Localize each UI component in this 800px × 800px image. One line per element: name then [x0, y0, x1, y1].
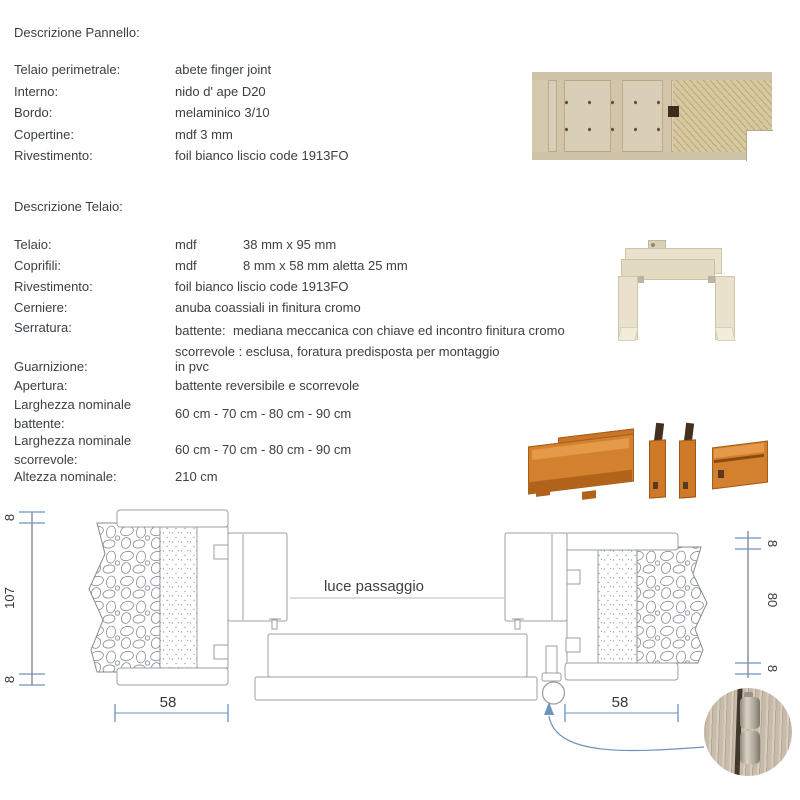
spec-row-larghezza-battente: [14, 395, 351, 433]
luce-passaggio-label: luce passaggio: [323, 578, 425, 595]
svg-text:8: 8: [765, 539, 780, 548]
spec-label: Bordo:: [14, 105, 53, 120]
panel-rabbet-notch: [746, 130, 773, 161]
panel-cross-section-photo: [532, 72, 772, 160]
spec-value: melaminico 3/10: [175, 105, 270, 120]
spec-label: Rivestimento:: [14, 148, 93, 163]
frame-leg-foot: [618, 327, 639, 341]
spec-value: 60 cm - 70 cm - 80 cm - 90 cm: [175, 442, 352, 457]
profile-hole: [653, 482, 658, 489]
svg-text:8: 8: [2, 513, 17, 522]
spec-label: Rivestimento:: [14, 279, 93, 294]
spec-row-telaio-perimetrale: [14, 62, 271, 78]
spec-row-altezza: [14, 469, 218, 485]
serratura-battente-value: mediana meccanica con chiave ed incontro finitura cromo: [233, 323, 565, 338]
spec-value: in pvc: [175, 359, 209, 374]
svg-text:8: 8: [765, 664, 780, 673]
panel-staple-dots: [548, 80, 673, 152]
spec-value: battente reversibile e scorrevole: [175, 378, 360, 393]
spec-value: anuba coassiali in finitura cromo: [175, 300, 361, 315]
profile-block-hole: [718, 470, 724, 478]
spec-row-guarnizione: [14, 359, 209, 375]
right-height-dimension: [735, 531, 780, 678]
spec-size: 8 mm x 58 mm aletta 25 mm: [243, 258, 408, 273]
spec-row-larghezza-scorrevole: [14, 431, 351, 469]
hinge-detail-photo: [704, 688, 792, 776]
spec-row-telaio: [14, 237, 336, 253]
spec-label: Coprifili:: [14, 258, 61, 273]
spec-row-cerniere: [14, 300, 361, 316]
door-leaf-section: [255, 634, 537, 700]
frame-screw: [651, 243, 655, 247]
left-wall-section: [89, 523, 197, 672]
right-width-dimension: [565, 694, 678, 722]
svg-text:107: 107: [2, 587, 17, 609]
spec-label-line2: scorrevole:: [14, 452, 78, 467]
panel-section-title: Descrizione Pannello:: [14, 25, 140, 40]
spec-material: mdf: [175, 237, 197, 252]
spec-row-interno: [14, 84, 266, 100]
spec-row-bordo: [14, 105, 270, 121]
right-wall-section: [598, 547, 707, 663]
spec-row-apertura: [14, 378, 359, 394]
hinge-barrel-bottom: [740, 731, 760, 764]
spec-row-serratura: [14, 320, 565, 362]
spec-size: 38 mm x 95 mm: [243, 237, 337, 252]
spec-row-rivestimento-pannello: [14, 148, 348, 164]
spec-label: Cerniere:: [14, 300, 68, 315]
svg-text:80: 80: [765, 592, 780, 608]
spec-label: Apertura:: [14, 378, 68, 393]
spec-value: mdf 3 mm: [175, 127, 233, 142]
frame-render-image: [612, 232, 737, 342]
spec-label-line1: Larghezza nominale: [14, 433, 132, 448]
spec-value: abete finger joint: [175, 62, 272, 77]
serratura-battente-label: battente:: [175, 323, 226, 338]
profile-hole: [683, 482, 688, 489]
left-height-dimension: [2, 512, 45, 685]
technical-drawing: [0, 490, 800, 800]
svg-text:8: 8: [2, 675, 17, 684]
frame-leg-foot: [715, 327, 736, 341]
hinge-barrel-top: [740, 697, 760, 730]
spec-value: 210 cm: [175, 469, 218, 484]
spec-label: Guarnizione:: [14, 359, 88, 374]
spec-row-coprifili: [14, 258, 408, 274]
panel-bottom-skin: [532, 151, 772, 160]
spec-label: Telaio perimetrale:: [14, 62, 121, 77]
spec-value: foil bianco liscio code 1913FO: [175, 148, 349, 163]
frame-hinge-mark: [637, 276, 644, 283]
panel-lock-hole: [668, 106, 679, 117]
spec-label: Serratura:: [14, 320, 72, 335]
spec-label-line2: battente:: [14, 416, 65, 431]
svg-text:58: 58: [611, 694, 629, 711]
frame-hinge-mark: [708, 276, 715, 283]
svg-text:58: 58: [159, 694, 177, 711]
serratura-scorrevole-value: scorrevole : esclusa, foratura predisposta per montaggio: [175, 344, 500, 359]
frame-section-title: Descrizione Telaio:: [14, 199, 123, 214]
left-width-dimension: [115, 694, 228, 722]
hinge-symbol: [542, 646, 565, 704]
spec-label-line1: Larghezza nominale: [14, 397, 132, 412]
spec-label: Telaio:: [14, 237, 52, 252]
spec-label: Copertine:: [14, 127, 74, 142]
spec-label: Interno:: [14, 84, 59, 99]
spec-value: 60 cm - 70 cm - 80 cm - 90 cm: [175, 406, 352, 421]
panel-edge-member: [532, 80, 549, 152]
spec-material: mdf: [175, 258, 197, 273]
spec-value: nido d' ape D20: [175, 84, 266, 99]
spec-label: Altezza nominale:: [14, 469, 117, 484]
spec-value: foil bianco liscio code 1913FO: [175, 279, 349, 294]
spec-row-copertine: [14, 127, 233, 143]
spec-row-rivestimento-telaio: [14, 279, 348, 295]
